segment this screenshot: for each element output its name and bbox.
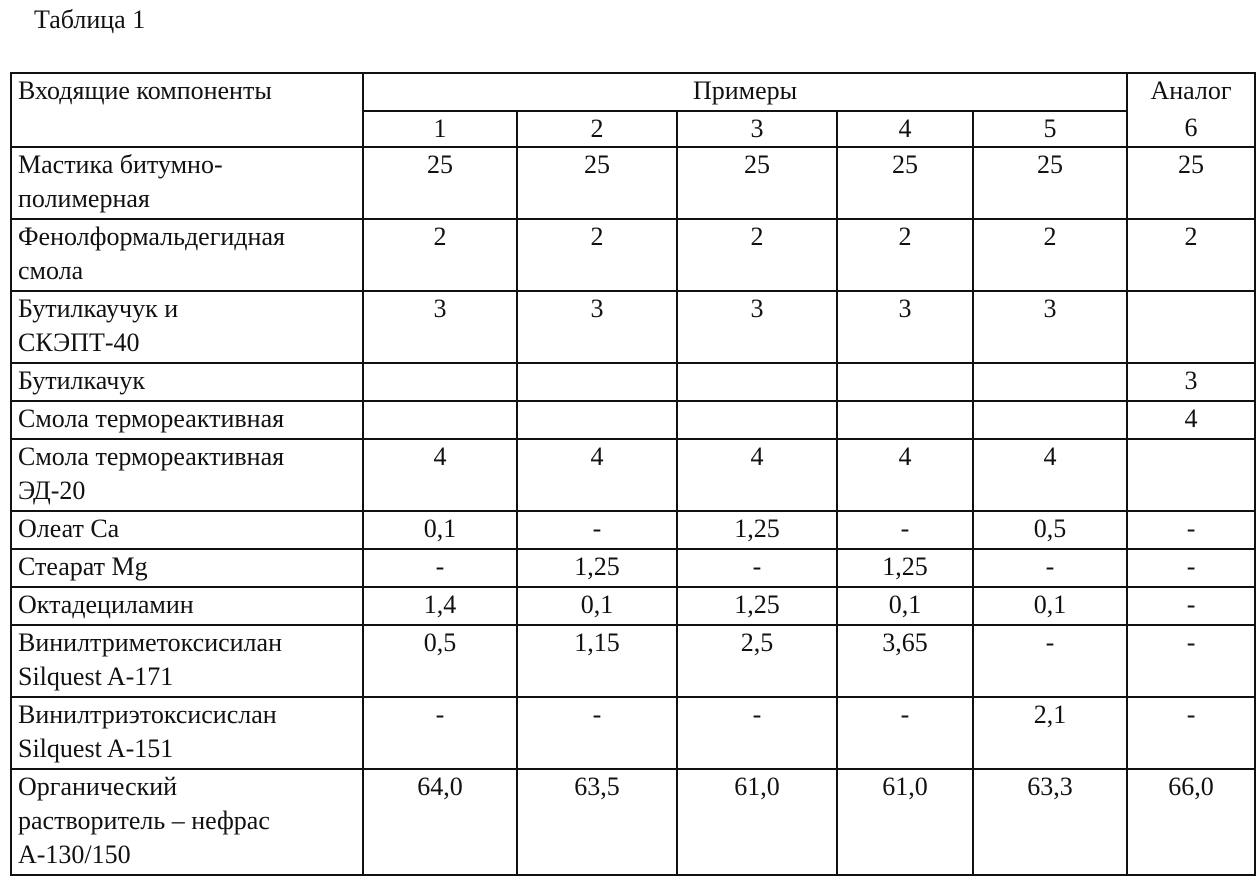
header-components: Входящие компоненты: [11, 73, 363, 147]
value-cell: 25: [973, 147, 1127, 219]
value-cell: 0,5: [363, 625, 517, 697]
table-row: [11, 511, 1255, 549]
value-cell: 4: [973, 439, 1127, 511]
value-cell: -: [1127, 625, 1255, 697]
value-cell: -: [1127, 697, 1255, 769]
value-cell: [677, 363, 837, 401]
table-row: [11, 697, 1255, 769]
component-name: Органический растворитель – нефрас А-130/150: [11, 769, 363, 875]
value-cell: [677, 401, 837, 439]
components-table: [10, 72, 1256, 876]
value-cell: 61,0: [677, 769, 837, 875]
component-name: Бутилкачук: [11, 363, 363, 401]
value-cell: [363, 363, 517, 401]
value-cell: 3: [517, 291, 677, 363]
value-cell: 0,1: [973, 587, 1127, 625]
value-cell: 3: [973, 291, 1127, 363]
value-cell: 2: [677, 219, 837, 291]
value-cell: 2,1: [973, 697, 1127, 769]
column-number: 3: [677, 111, 837, 147]
value-cell: [973, 363, 1127, 401]
value-cell: 2: [363, 219, 517, 291]
value-cell: 2: [517, 219, 677, 291]
value-cell: 25: [1127, 147, 1255, 219]
table-row: [11, 401, 1255, 439]
table-row: [11, 291, 1255, 363]
value-cell: -: [973, 549, 1127, 587]
value-cell: 1,25: [517, 549, 677, 587]
table-row: [11, 625, 1255, 697]
column-number: 6: [1127, 111, 1255, 147]
value-cell: 0,5: [973, 511, 1127, 549]
component-name: Винилтриметоксисилан Silquest A-171: [11, 625, 363, 697]
header-row-1: [11, 73, 1255, 111]
value-cell: [1127, 291, 1255, 363]
component-name: Смола термореактивная ЭД-20: [11, 439, 363, 511]
value-cell: 4: [837, 439, 973, 511]
value-cell: -: [1127, 549, 1255, 587]
table-row: [11, 147, 1255, 219]
value-cell: 2: [837, 219, 973, 291]
value-cell: 61,0: [837, 769, 973, 875]
value-cell: -: [837, 511, 973, 549]
value-cell: 25: [677, 147, 837, 219]
value-cell: 3: [677, 291, 837, 363]
value-cell: 25: [837, 147, 973, 219]
header-analog: Аналог: [1127, 73, 1255, 111]
value-cell: 3: [363, 291, 517, 363]
value-cell: 0,1: [837, 587, 973, 625]
table-row: [11, 587, 1255, 625]
value-cell: -: [677, 697, 837, 769]
column-number: 1: [363, 111, 517, 147]
value-cell: 25: [517, 147, 677, 219]
value-cell: 4: [677, 439, 837, 511]
value-cell: 1,25: [677, 587, 837, 625]
component-name: Октадециламин: [11, 587, 363, 625]
value-cell: 4: [517, 439, 677, 511]
table-row: [11, 769, 1255, 875]
component-name: Олеат Са: [11, 511, 363, 549]
value-cell: -: [363, 549, 517, 587]
value-cell: 3: [837, 291, 973, 363]
value-cell: 4: [1127, 401, 1255, 439]
value-cell: 1,25: [677, 511, 837, 549]
value-cell: 2: [973, 219, 1127, 291]
value-cell: 1,25: [837, 549, 973, 587]
value-cell: [363, 401, 517, 439]
value-cell: 64,0: [363, 769, 517, 875]
value-cell: [973, 401, 1127, 439]
value-cell: [837, 363, 973, 401]
value-cell: -: [677, 549, 837, 587]
value-cell: [1127, 439, 1255, 511]
value-cell: -: [1127, 511, 1255, 549]
value-cell: [517, 363, 677, 401]
component-name: Бутилкаучук и СКЭПТ-40: [11, 291, 363, 363]
table-row: [11, 363, 1255, 401]
column-number: 5: [973, 111, 1127, 147]
value-cell: 63,3: [973, 769, 1127, 875]
value-cell: -: [517, 511, 677, 549]
component-name: Стеарат Mg: [11, 549, 363, 587]
header-examples: Примеры: [363, 73, 1127, 111]
component-name: Смола термореактивная: [11, 401, 363, 439]
value-cell: -: [517, 697, 677, 769]
value-cell: [517, 401, 677, 439]
value-cell: 2: [1127, 219, 1255, 291]
value-cell: -: [363, 697, 517, 769]
column-number: 4: [837, 111, 973, 147]
table-caption: Таблица 1: [34, 5, 146, 34]
value-cell: 1,15: [517, 625, 677, 697]
table-row: [11, 439, 1255, 511]
value-cell: 63,5: [517, 769, 677, 875]
value-cell: 3: [1127, 363, 1255, 401]
column-number: 2: [517, 111, 677, 147]
value-cell: 66,0: [1127, 769, 1255, 875]
value-cell: 0,1: [517, 587, 677, 625]
component-name: Фенолформальдегидная смола: [11, 219, 363, 291]
value-cell: 3,65: [837, 625, 973, 697]
value-cell: 4: [363, 439, 517, 511]
value-cell: 25: [363, 147, 517, 219]
value-cell: -: [1127, 587, 1255, 625]
value-cell: -: [837, 697, 973, 769]
component-name: Винилтриэтоксисислан Silquest A-151: [11, 697, 363, 769]
value-cell: -: [973, 625, 1127, 697]
component-name: Мастика битумно- полимерная: [11, 147, 363, 219]
value-cell: 1,4: [363, 587, 517, 625]
table-row: [11, 549, 1255, 587]
table-row: [11, 219, 1255, 291]
value-cell: 2,5: [677, 625, 837, 697]
value-cell: 0,1: [363, 511, 517, 549]
value-cell: [837, 401, 973, 439]
